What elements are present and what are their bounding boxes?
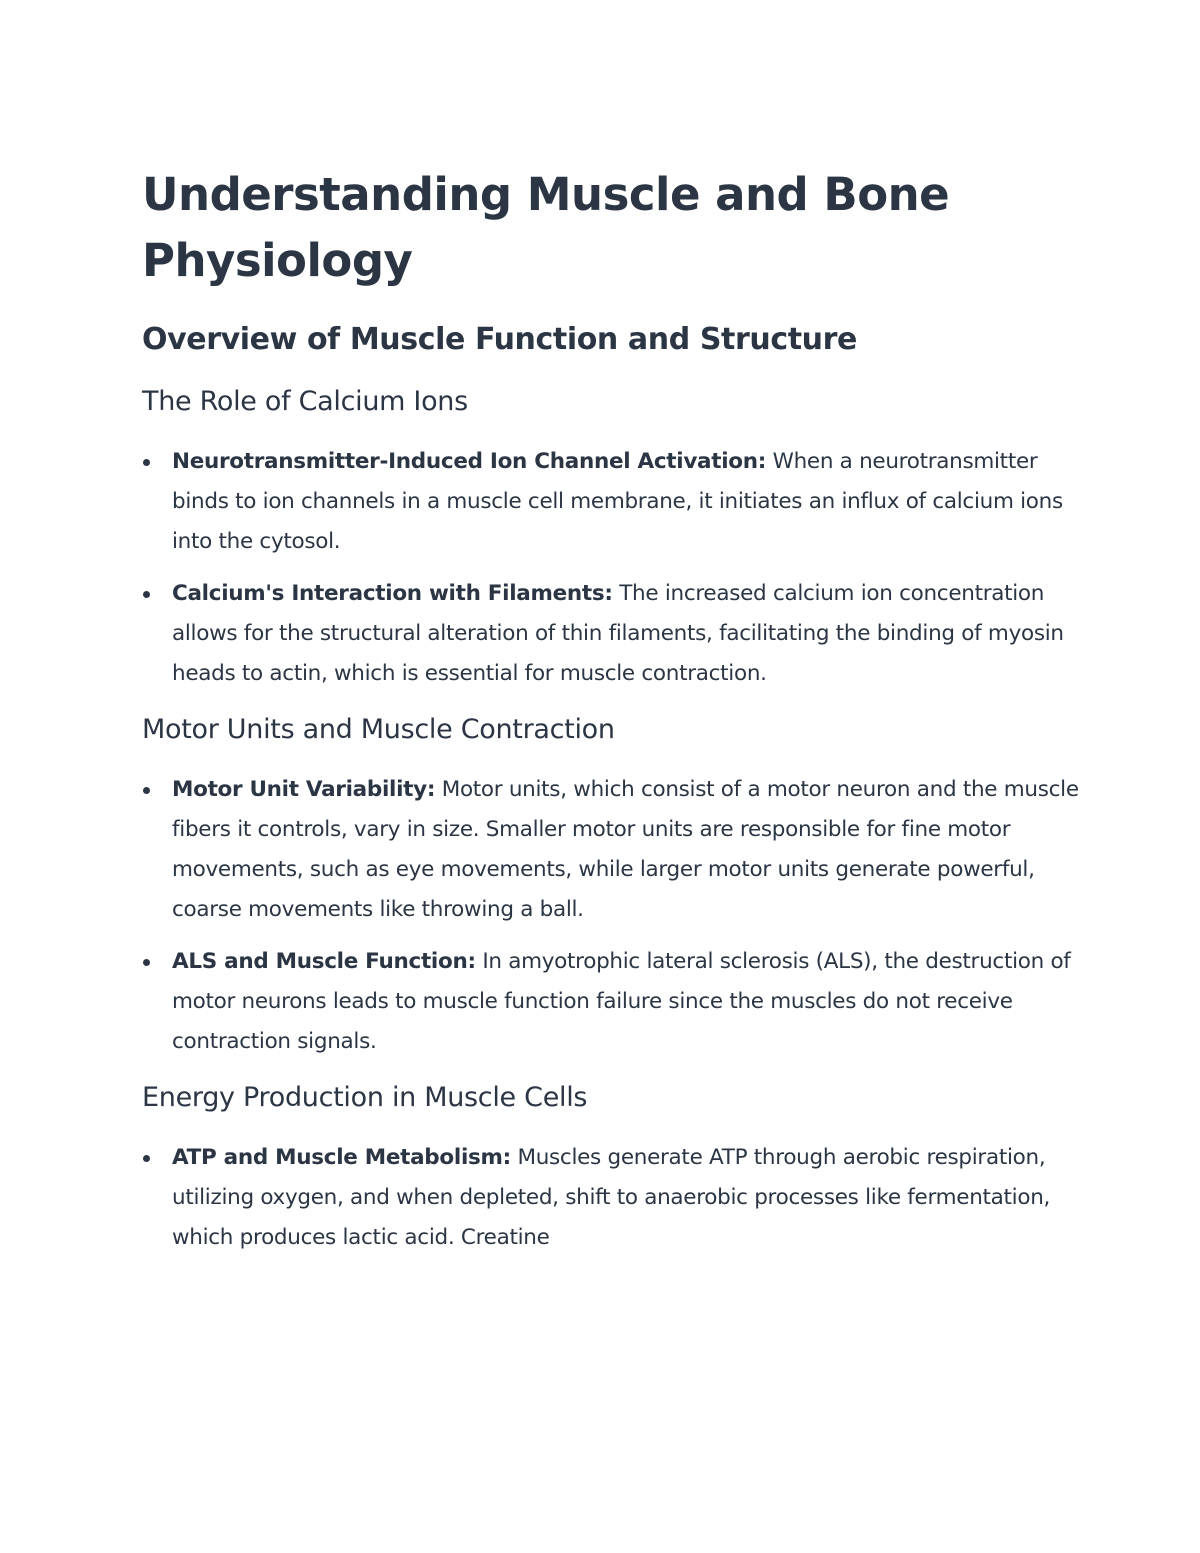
bullet-icon [143, 787, 150, 794]
document-page [142, 162, 1082, 1258]
item-term: Neurotransmitter-Induced Ion Channel Activation: [172, 449, 767, 474]
subsection-heading-energy: Energy Production in Muscle Cells [142, 1082, 588, 1113]
bullet-icon [143, 959, 150, 966]
bullet-list-calcium [142, 442, 1082, 694]
page-title: Understanding Muscle and Bone Physiology [142, 168, 950, 287]
subsection-heading-calcium: The Role of Calcium Ions [142, 386, 468, 417]
item-term: Motor Unit Variability: [172, 777, 436, 802]
list-item [142, 770, 1082, 930]
list-item [142, 1138, 1082, 1258]
item-text: When a neurotransmitter binds to ion channels in a muscle cell membrane, it initiates an influx of calcium ions into the cytosol. [172, 449, 1063, 554]
list-item [142, 442, 1082, 562]
item-term: Calcium's Interaction with Filaments: [172, 581, 613, 606]
bullet-icon [143, 1155, 150, 1162]
bullet-icon [143, 591, 150, 598]
item-term: ATP and Muscle Metabolism: [172, 1145, 511, 1170]
list-item [142, 574, 1082, 694]
item-text: Motor units, which consist of a motor neuron and the muscle fibers it controls, vary in size. Smaller motor units are responsible for fine motor movements, such as eye movements, while larger motor units generate powerful, coarse movements like throwing a ball. [172, 777, 1079, 922]
item-term: ALS and Muscle Function: [172, 949, 476, 974]
bullet-list-motor-units [142, 770, 1082, 1062]
item-text: The increased calcium ion concentration allows for the structural alteration of thin filaments, facilitating the binding of myosin heads to actin, which is essential for muscle contraction. [172, 581, 1064, 686]
bullet-list-energy [142, 1138, 1082, 1258]
item-text: Muscles generate ATP through aerobic respiration, utilizing oxygen, and when depleted, shift to anaerobic processes like fermentation, which produces lactic acid. Creatine [172, 1145, 1051, 1250]
bullet-icon [143, 459, 150, 466]
section-heading: Overview of Muscle Function and Structure [142, 322, 857, 357]
list-item [142, 942, 1082, 1062]
subsection-heading-motor-units: Motor Units and Muscle Contraction [142, 714, 615, 745]
item-text: In amyotrophic lateral sclerosis (ALS), the destruction of motor neurons leads to muscle function failure since the muscles do not receive contraction signals. [172, 949, 1071, 1054]
